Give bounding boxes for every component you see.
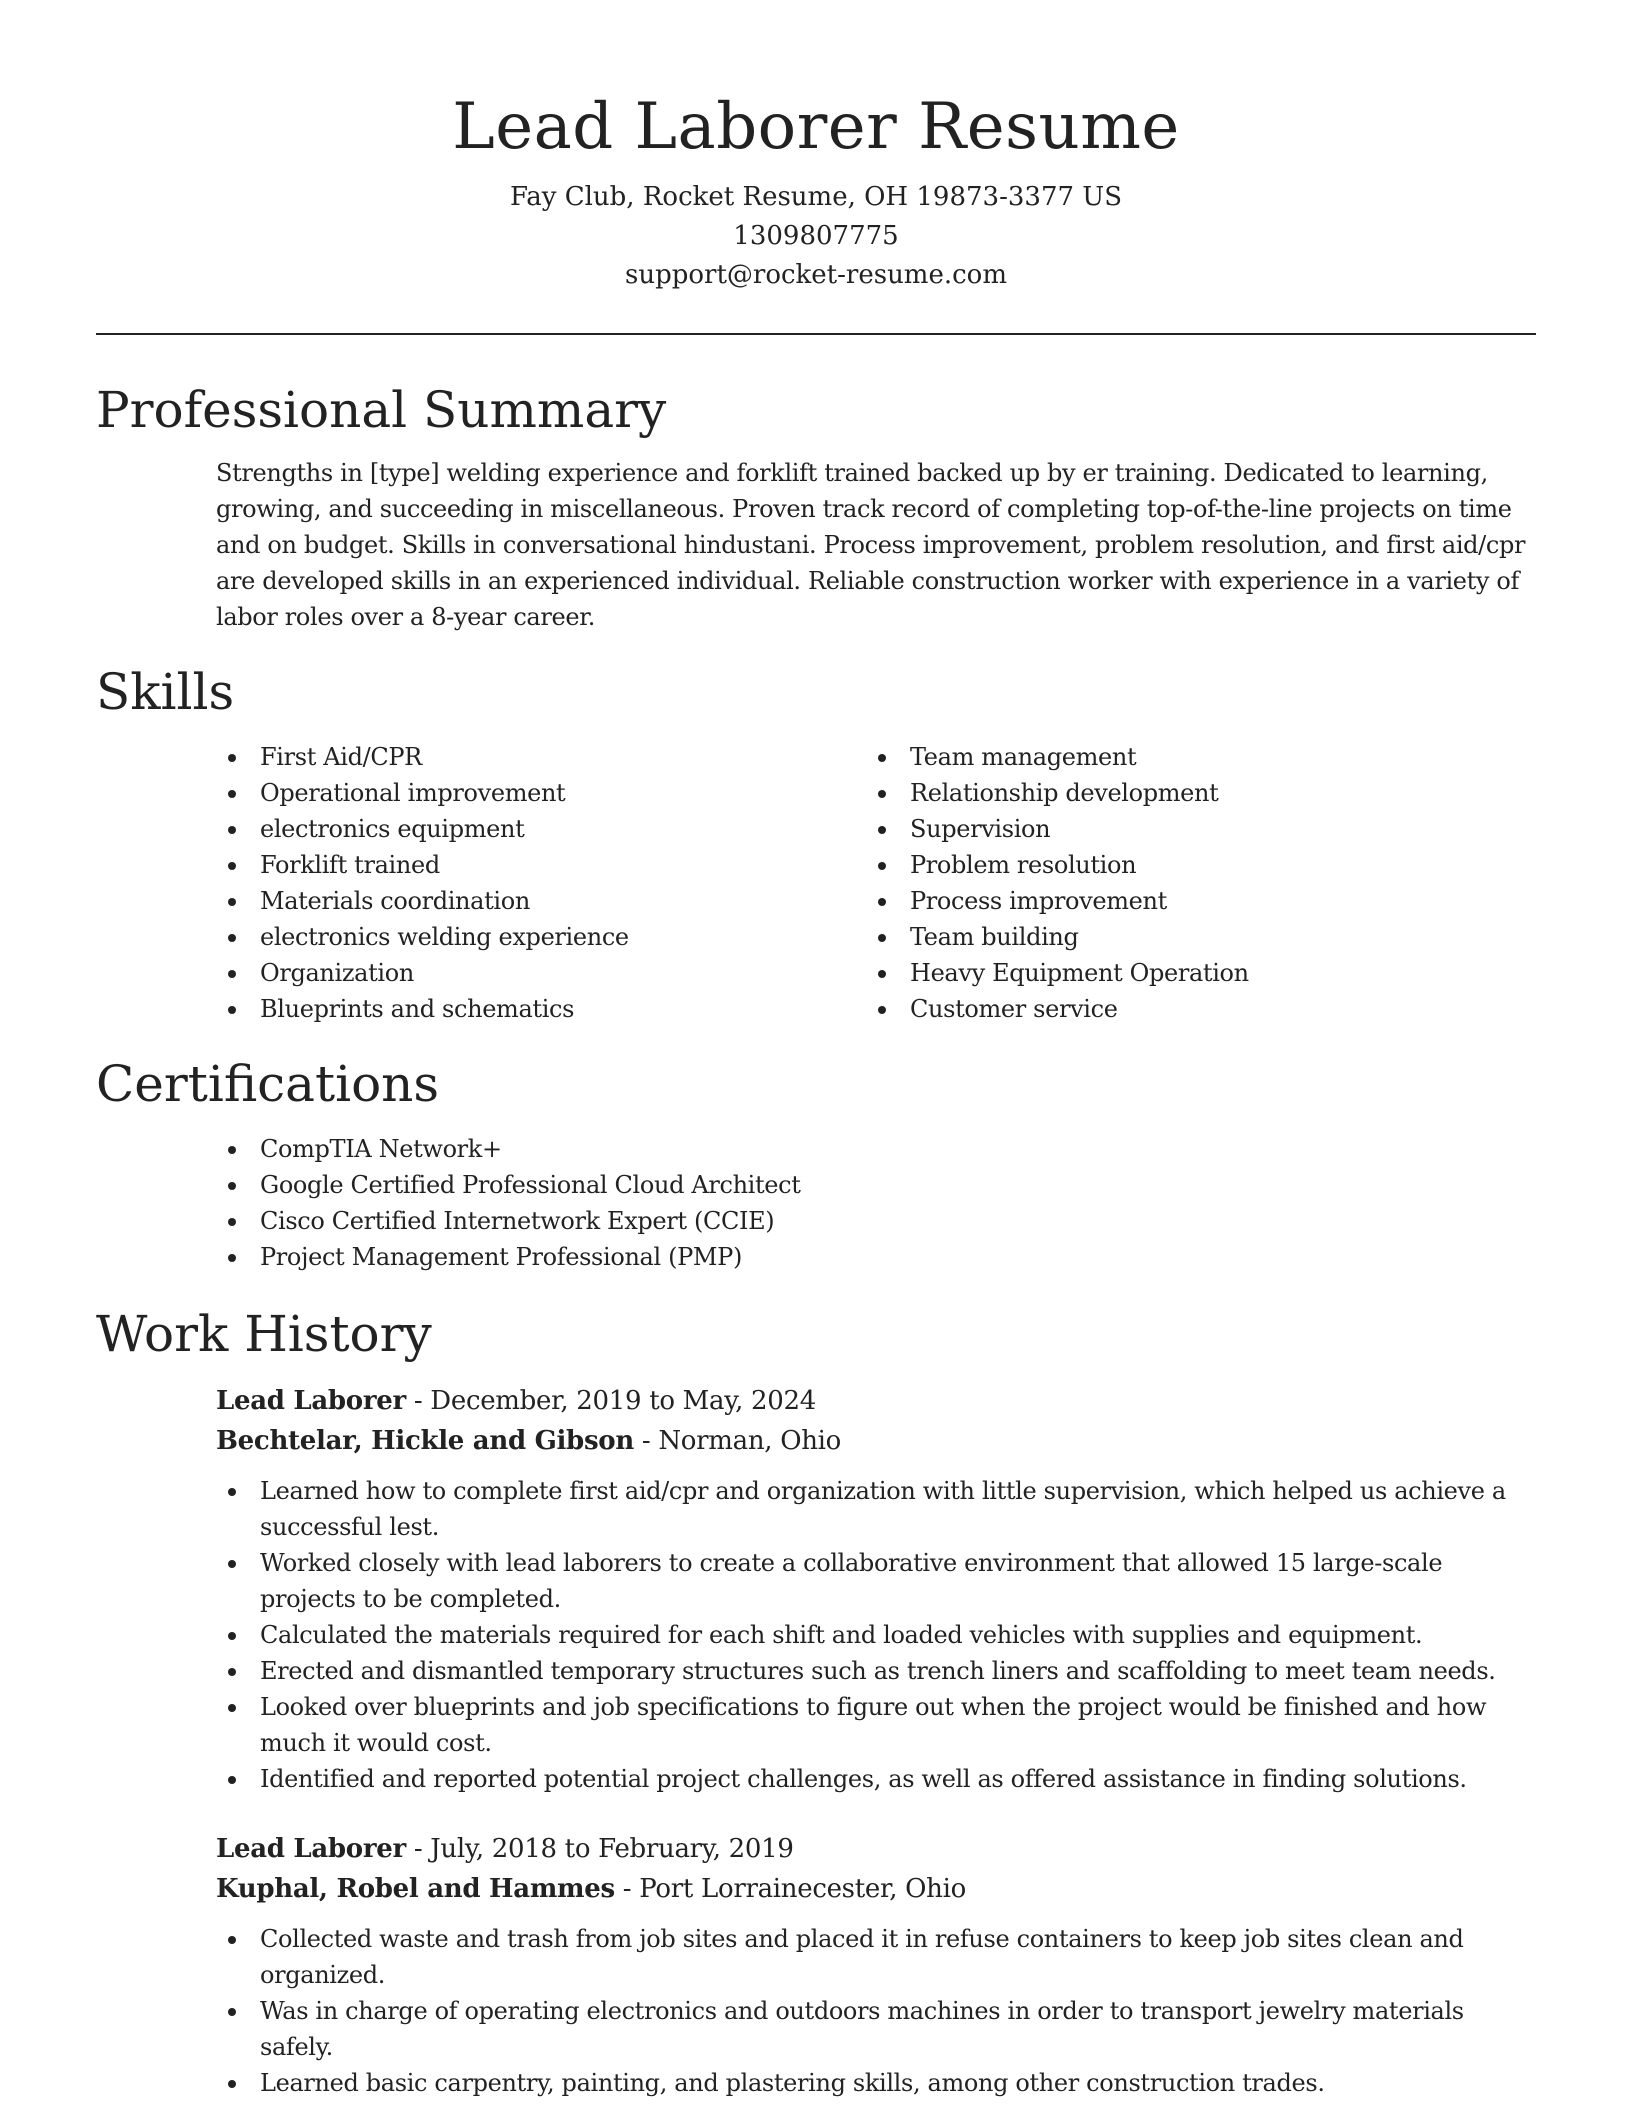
skill-item: Process improvement: [910, 883, 1516, 919]
skill-item: electronics welding experience: [260, 919, 866, 955]
job-duties-list: [216, 1473, 1536, 1797]
certification-item: Project Management Professional (PMP): [260, 1239, 1536, 1275]
skills-grid: [216, 739, 1536, 1027]
job-duty-item: Learned basic carpentry, painting, and plastering skills, among other construction trades.: [260, 2065, 1536, 2101]
skills-column-right: [866, 739, 1516, 1027]
job-duty-item: Was in charge of operating electronics and outdoors machines in order to transport jewelry materials safely.: [260, 1993, 1536, 2065]
job-entry: [216, 1381, 1536, 1797]
header-divider: [96, 333, 1536, 335]
skills-heading: Skills: [96, 663, 235, 721]
skill-item: First Aid/CPR: [260, 739, 866, 775]
skill-item: Heavy Equipment Operation: [910, 955, 1516, 991]
job-dates: - July, 2018 to February, 2019: [405, 1834, 794, 1864]
certifications-bullets: [216, 1131, 1536, 1275]
skill-item: Team management: [910, 739, 1516, 775]
job-duties-list: [216, 1921, 1536, 2101]
summary-heading: Professional Summary: [96, 381, 667, 439]
resume-page: [96, 0, 1536, 2101]
job-company-line: [216, 1421, 1536, 1461]
job-title: Lead Laborer: [216, 1834, 406, 1864]
skill-item: Organization: [260, 955, 866, 991]
job-duty-item: Collected waste and trash from job sites and placed it in refuse containers to keep job sites clean and organized.: [260, 1921, 1536, 1993]
job-duty-item: Worked closely with lead laborers to create a collaborative environment that allowed 15 large-scale projects to be completed.: [260, 1545, 1536, 1617]
contact-address: Fay Club, Rocket Resume, OH 19873-3377 US: [509, 182, 1123, 212]
resume-header: [96, 0, 1536, 295]
certifications-list: [216, 1131, 1536, 1275]
job-duties: [216, 1473, 1536, 1797]
certifications-heading: Certifications: [96, 1055, 440, 1113]
job-duty-item: Calculated the materials required for each shift and loaded vehicles with supplies and equipment.: [260, 1617, 1536, 1653]
skill-item: Customer service: [910, 991, 1516, 1027]
job-duty-item: Erected and dismantled temporary structures such as trench liners and scaffolding to meet team needs.: [260, 1653, 1536, 1689]
skill-item: Supervision: [910, 811, 1516, 847]
job-entry: [216, 1829, 1536, 2101]
skill-item: Operational improvement: [260, 775, 866, 811]
contact-email: support@rocket-resume.com: [624, 260, 1007, 290]
job-duty-item: Learned how to complete first aid/cpr and organization with little supervision, which helped us achieve a successful lest.: [260, 1473, 1536, 1545]
summary-text: Strengths in [type] welding experience and forklift trained backed up by er training. Dedicated to learning, growing, and succeeding in miscellaneous. Proven track record of completing top-of-the-line projects on time and on budget. Skills in conversational hindustani. Process improvement, problem resolution, and first aid/cpr are developed skills in an experienced individual. Reliable construction worker with experience in a variety of labor roles over a 8-year career.: [216, 459, 1526, 631]
job-location: - Norman, Ohio: [633, 1426, 842, 1456]
skill-item: Team building: [910, 919, 1516, 955]
skill-item: Problem resolution: [910, 847, 1516, 883]
job-duty-item: Identified and reported potential project challenges, as well as offered assistance in finding solutions.: [260, 1761, 1536, 1797]
job-company-line: [216, 1869, 1536, 1909]
page-title: Lead Laborer Resume: [452, 90, 1180, 164]
job-dates: - December, 2019 to May, 2024: [405, 1386, 817, 1416]
contact-info: [96, 178, 1536, 295]
skills-list-right: [866, 739, 1516, 1027]
job-title-line: [216, 1381, 1536, 1421]
job-company: Bechtelar, Hickle and Gibson: [216, 1426, 634, 1456]
certification-item: Google Certified Professional Cloud Architect: [260, 1167, 1536, 1203]
contact-phone: 1309807775: [733, 221, 899, 251]
certification-item: Cisco Certified Internetwork Expert (CCIE): [260, 1203, 1536, 1239]
skills-list-left: [216, 739, 866, 1027]
job-title-line: [216, 1829, 1536, 1869]
skill-item: Forklift trained: [260, 847, 866, 883]
work-history-heading: Work History: [96, 1305, 432, 1363]
skill-item: electronics equipment: [260, 811, 866, 847]
skill-item: Materials coordination: [260, 883, 866, 919]
skill-item: Relationship development: [910, 775, 1516, 811]
job-location: - Port Lorrainecester, Ohio: [614, 1874, 966, 1904]
job-duty-item: Looked over blueprints and job specifications to figure out when the project would be finished and how much it would cost.: [260, 1689, 1536, 1761]
certification-item: CompTIA Network+: [260, 1131, 1536, 1167]
job-title: Lead Laborer: [216, 1386, 406, 1416]
skills-column-left: [216, 739, 866, 1027]
job-duties: [216, 1921, 1536, 2101]
skill-item: Blueprints and schematics: [260, 991, 866, 1027]
job-company: Kuphal, Robel and Hammes: [216, 1874, 615, 1904]
